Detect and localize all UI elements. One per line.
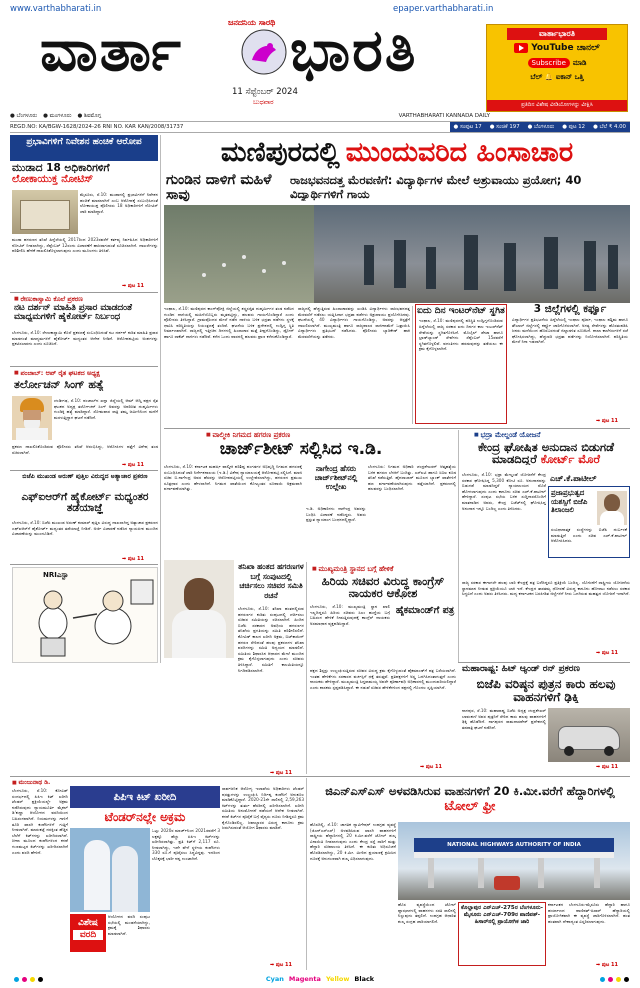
valmiki-kicker: ■ ವಾಲ್ಮೀಕಿ ನಿಗಮದ ಹಗರಣ ಪ್ರಕರಣ bbox=[206, 431, 290, 440]
hit-and-run-text: ನಾಗಪುರ, ಸೆ.10: ಮಹಾರಾಷ್ಟ್ರ ಬಿಜೆಪಿ ಅಧ್ಯಕ್ಷ ಚಂದ್ರಶೇಖರ್ ಬಾವಂಕುಳೆ ಅವರ ಪುತ್ರನಿಗೆ ಸೇರಿದ ಕಾರು ಹಲವು ವಾಹನಗಳಿಗೆ ಢಿಕ್ಕಿ ಹೊಡೆದಿದೆ. ನಾಗಪುರದ ರಾಮದಾಸಪೇಠ್ ಪ್ರದೇಶದಲ್ಲಿ ತಡರಾತ್ರಿ ಘಟನೆ ನಡೆದಿದೆ. bbox=[462, 708, 546, 730]
probe-committee-headline[interactable]: ತನಿಖಾ ಹಂತದ ಹಗರಣಗಳ ಬಗ್ಗೆ ಸಂಪುಟದಲ್ಲಿ ಚರ್ಚಿಸಲು ಸಚಿವರ ಸಮಿತಿ ರಚನೆ bbox=[238, 562, 304, 600]
puthila-more-link[interactable]: ➡ ಪುಟ 11 bbox=[122, 556, 144, 562]
toll-plaza-photo bbox=[398, 822, 630, 900]
toll-text-col3: ಕರ್ನಾಟಕದ ಬೆಂಗಳೂರು-ಮೈಸೂರು ಹೆದ್ದಾರಿ ಹಾಗೂ ಹರ್ಯಾಣದ ಪಾಣಿಪತ್-ಹಿಸಾರ್ ಹೆದ್ದಾರಿಯಲ್ಲಿ ಪ್ರಾಯೋಗಿಕವಾಗಿ ಈ ವ್ಯವಸ್ಥೆ ಜಾರಿಗೊಳಿಸಲಾಗಿದೆ. ಹಂತ ಹಂತವಾಗಿ ದೇಶಾದ್ಯಂತ ವಿಸ್ತರಿಸಲಾಗುವುದು. bbox=[548, 902, 630, 924]
toll-pilot-text: ಕೊಲ್ಲಾಪುರ ಎನ್‌ಎಚ್-275ರ ಬೆಂಗಳೂರು-ಮೈಸೂರು ಎನ್‌ಎಚ್-709ರ ಪಾಣಿಪತ್-ಹಿಸಾರ್‌ನಲ್ಲಿ ಪ್ರಾಯೋಗಿಕ ಜಾರಿ bbox=[461, 905, 543, 926]
lead-more-link[interactable]: ➡ ಪುಟ 11 bbox=[596, 418, 618, 424]
ppe-byline: ■ ಮಂಜುನಾಥ ಡಿ. bbox=[12, 779, 50, 787]
puthila-headline[interactable]: ಎಫ್‌ಐಆರ್‌ಗೆ ಹೈಕೋರ್ಟ್ ಮಧ್ಯಂತರ ತಡೆಯಾಜ್ಞೆ bbox=[21, 492, 149, 515]
bjp-democracy-box bbox=[548, 486, 630, 558]
cmyk-registration bbox=[200, 975, 440, 985]
left-kicker-box: ಪ್ರಭಾವಿಗಳಿಗೆ ನಿವೇಶನ ಹಂಚಿಕೆ ಆರೋಪ bbox=[10, 135, 158, 161]
cm-text-2: ಪಕ್ಷದ ಶಿಸ್ತನ್ನು ಉಲ್ಲಂಘಿಸುತ್ತಿರುವ ಸಚಿವರ ವಿರುದ್ಧ ಕ್ರಮ ಕೈಗೊಳ್ಳುವಂತೆ ಹೈಕಮಾಂಡ್‌ಗೆ ಪತ್ರ ಬರೆಯಲಾಗಿದೆ. ಇಂತಹ ಹೇಳಿಕೆಗಳು ಸರಕಾರದ ವರ್ಚಸ್ಸಿಗೆ ಧಕ್ಕೆ ತರುತ್ತವೆ. ಪ್ರತಿಪಕ್ಷಗಳಿಗೆ ಅಸ್ತ್ರ ಒದಗಿಸಿದಂತಾಗುತ್ತದೆ ಎಂದು ನಾಯಕರು ಹೇಳಿದ್ದಾರೆ. ಮುಖ್ಯಮಂತ್ರಿ ಸಿದ್ದರಾಮಯ್ಯ ಅವರೇ ಪೂರ್ಣಾವಧಿ ಅಧಿಕಾರದಲ್ಲಿ ಮುಂದುವರಿಯಲಿದ್ದಾರೆ ಎಂದು ಶಾಸಕರು ಸ್ಪಷ್ಟಪಡಿಸಿದ್ದಾರೆ. ಈ ನಡುವೆ ಸಚಿವರ ಹೇಳಿಕೆಗಳಿಂದ ಪಕ್ಷದಲ್ಲಿ ಗೊಂದಲ ಸೃಷ್ಟಿಯಾಗಿದೆ. bbox=[310, 668, 456, 690]
puthila-subhead: ಬಿಜೆಪಿ ಮುಖಂಡ ಅರುಣ್ ಪುತ್ತಿಲ ವಿರುದ್ಧದ ಅತ್ಯಾಚಾರ ಪ್ರಕರಣ bbox=[22, 473, 148, 480]
ppe-headline-2[interactable] bbox=[70, 808, 220, 826]
bhadra-headline-red: ಕೋರ್ಟ್ ಮೊರೆ bbox=[540, 452, 601, 466]
cartoon-label: NRIಎಸ್ಟಾ bbox=[43, 571, 69, 579]
price: ● ಬೆಲೆ ₹ 4.00 bbox=[593, 123, 626, 130]
nagendra-sidebox-text[interactable]: ನಾಗೇಂದ್ರ ಹೆಸರು ಚಾರ್ಜ್‌ಶೀಟ್‌ನಲ್ಲಿ ಉಲ್ಲೇಖ bbox=[314, 464, 358, 491]
valmiki-text-2: ಇ.ಡಿ. ಅಧಿಕಾರಿಗಳು ನಾಗೇಂದ್ರ ಅವರನ್ನು ಬಂಧಿಸಿ ವಿಚಾರಣೆ ನಡೆಸಿದ್ದರು. ಅವರು ಪ್ರಸ್ತುತ ನ್ಯಾಯಾಂಗ ಬಂಧನದಲ್ಲಿದ್ದಾರೆ. bbox=[306, 506, 366, 523]
website-url[interactable]: www.varthabharati.in bbox=[10, 4, 102, 14]
youtube-label: YouTube ಚಾನಲ್ bbox=[531, 43, 600, 53]
curfew-box bbox=[510, 304, 630, 424]
weekday: ಬುಧವಾರ bbox=[253, 98, 274, 106]
edition-2: ● ಮಂಗಳೂರು bbox=[43, 112, 72, 119]
punjab-text-2: ಪ್ರಕರಣ ದಾಖಲಿಸಿಕೊಂಡಿರುವ ಪೊಲೀಸರು ತನಿಖೆ ಆರಂಭಿಸಿದ್ದು, ಆರೋಪಿಗಳ ಪತ್ತೆಗೆ ವಿಶೇಷ ತಂಡ ರಚಿಸಲಾಗಿದೆ. bbox=[12, 444, 158, 455]
cmyk-dots-left bbox=[14, 977, 43, 982]
bhadra-headline-black: ಕೇಂದ್ರ ಘೋಷಿತ ಅನುದಾನ ಬಿಡುಗಡೆ ಮಾಡದಿದ್ದರೆ bbox=[478, 441, 614, 466]
toll-text-col2: ಹೊಸ ವ್ಯವಸ್ಥೆಯಿಂದ ಟೋಲ್ ಪ್ಲಾಝಾಗಳಲ್ಲಿ ವಾಹನಗಳು ಸರತಿ ಸಾಲಿನಲ್ಲಿ ನಿಲ್ಲುವುದು ತಪ್ಪಲಿದೆ. ಉಪಗ್ರಹ ಆಧಾರಿತ ಶುಲ್ಕ ಸಂಗ್ರಹ ಜಾರಿಯಾಗಲಿದೆ. bbox=[398, 902, 456, 924]
toll-headline-black: ಜಿಎನ್‌ಎಸ್‌ಎಸ್ ಅಳವಡಿಸಿರುವ ವಾಹನಗಳಿಗೆ 20 ಕಿ.ಮೀ.ವರೆಗೆ ಹೆದ್ದಾರಿಗಳಲ್ಲಿ bbox=[325, 784, 615, 798]
title-left: ವಾರ್ತಾ bbox=[40, 16, 183, 84]
youtube-promo[interactable] bbox=[486, 24, 628, 112]
bhadra-text-2: ರಾಜ್ಯ ಸರಕಾರ ಈಗಾಗಲೇ ಹಲವು ಬಾರಿ ಕೇಂದ್ರಕ್ಕೆ ಪತ್ರ ಬರೆದಿದ್ದರೂ ಪ್ರತಿಕ್ರಿಯೆ ಬಂದಿಲ್ಲ. ಯೋಜನೆಗೆ ರಾಷ್ಟ್ರೀಯ ಯೋಜನೆಯ ಸ್ಥಾನಮಾನ ನೀಡುವ ಪ್ರಕ್ರಿಯೆಯೂ ಬಾಕಿ ಇದೆ. ಕೇಂದ್ರದ ತಾರತಮ್ಯ ಧೋರಣೆ ವಿರುದ್ಧ ಕಾನೂನು ಹೋರಾಟ ನಡೆಸಲು ಸರಕಾರ ಸಿದ್ಧವಿದೆ ಎಂದು ಅವರು ತಿಳಿಸಿದರು. ಮಧ್ಯ ಕರ್ನಾಟಕದ ಬರಪೀಡಿತ ಜಿಲ್ಲೆಗಳಿಗೆ ನೀರು ಒದಗಿಸುವ ಮಹತ್ವದ ಯೋಜನೆ ಇದಾಗಿದೆ. bbox=[462, 580, 630, 597]
toll-headline[interactable] bbox=[310, 779, 630, 819]
bjp-democracy-text: ಸಂವಿಧಾನಾತ್ಮಕ ಸಂಸ್ಥೆಗಳನ್ನು ಬಿಜೆಪಿ ದುರ್ಬಳಕೆ ಮಾಡುತ್ತಿದೆ ಎಂದು ಸಚಿವ ಎಚ್.ಕೆ.ಪಾಟೀಲ್ ಆರೋಪಿಸಿದರು. bbox=[551, 527, 627, 544]
registration-number: REGD.NO: KA/BGW-1628/2024-26 RNI NO. KAR KAN/2008/31737 bbox=[10, 124, 184, 130]
cmyk-yellow: Yellow bbox=[325, 975, 350, 983]
mudaa-text: ಮೈಸೂರು, ಸೆ.10: ಮುಡಾದಲ್ಲಿ ಪ್ರಭಾವಿಗಳಿಗೆ ನಿವೇಶನ ಹಂಚಿಕೆ ಮಾಡಲಾಗಿದೆ ಎಂಬ ಆರೋಪಕ್ಕೆ ಸಂಬಂಧಿಸಿದಂತೆ ಲೋಕಾಯುಕ್ತ ಪೊಲೀಸರು 18 ಅಧಿಕಾರಿಗಳಿಗೆ ನೋಟಿಸ್ ಜಾರಿ ಮಾಡಿದ್ದಾರೆ. bbox=[80, 192, 158, 214]
curfew-headline[interactable]: 3 ಜಿಲ್ಲೆಗಳಲ್ಲಿ ಕರ್ಫ್ಯೂ bbox=[533, 304, 607, 315]
mudaa-headline[interactable] bbox=[12, 163, 158, 185]
internet-shutdown-box bbox=[415, 304, 507, 424]
cmyk-dots-right bbox=[600, 977, 629, 982]
newspaper-title bbox=[40, 16, 478, 88]
tarlochan-singh-photo bbox=[12, 396, 52, 440]
ppe-text-col3: ಆಯೋಗದ ವರದಿ ಸಂಪುಟ ಸಭೆಯಲ್ಲಿ ಮಂಡನೆಯಾಗಿದ್ದು, ಕ್ರಮಕ್ಕೆ ಶಿಫಾರಸು ಮಾಡಲಾಗಿದೆ. bbox=[108, 914, 150, 936]
mudaa-building-photo bbox=[12, 190, 78, 234]
bell-instruction: ಬೆಲ್ 🔔 ಐಕಾನ್ ಒತ್ತಿ bbox=[530, 73, 584, 81]
lead-headline-black: ಮಣಿಪುರದಲ್ಲಿ bbox=[220, 137, 340, 168]
cm-more-link[interactable]: ➡ ಪುಟ 11 bbox=[420, 764, 442, 770]
punjab-text: ಚಂಡೀಗಢ, ಸೆ.10: ಪಂಜಾಬ್‌ನ ಖನ್ನಾ ಜಿಲ್ಲೆಯಲ್ಲಿ ಆಮ್ ಆದ್ಮಿ ಪಕ್ಷದ ರೈತ ಘಟಕದ ಅಧ್ಯಕ್ಷ ತರ್ಲೋಚನ್ ಸಿಂಗ್ ಅವರನ್ನು ಅಪರಿಚಿತ ದುಷ್ಕರ್ಮಿಗಳು ಗುಂಡಿಕ್ಕಿ ಹತ್ಯೆ ಮಾಡಿದ್ದಾರೆ. ಸೋಮವಾರ ರಾತ್ರಿ ತಮ್ಮ ಜಮೀನಿನಿಂದ ಮನೆಗೆ ಮರಳುತ್ತಿದ್ದಾಗ ಘಟನೆ ನಡೆದಿದೆ. bbox=[54, 398, 158, 420]
darshan-headline[interactable]: ನಟ ದರ್ಶನ್ ಮಾಹಿತಿ ಪ್ರಸಾರ ಮಾಡದಂತೆ ಮಾಧ್ಯಮಗಳಿಗೆ ಹೈಕೋರ್ಟ್ ನಿರ್ಬಂಧ bbox=[14, 304, 132, 323]
subscribe-suffix: ಮಾಡಿ bbox=[572, 58, 587, 67]
epaper-url[interactable]: epaper.varthabharati.in bbox=[393, 4, 494, 14]
edition-1: ● ಬೆಂಗಳೂರು bbox=[10, 112, 38, 119]
emblem-icon bbox=[240, 28, 288, 76]
toll-headline-red: ಟೋಲ್ ಫ್ರೀ bbox=[444, 799, 496, 814]
special-report-label: ವಿಶೇಷ bbox=[78, 918, 98, 928]
ppe-kit-photo bbox=[70, 828, 150, 912]
ppe-text-col4: ಸಾರ್ವಜನಿಕ ಆರೋಗ್ಯ ಇಲಾಖೆಯ ಅಧಿಕಾರಿಗಳು ಟೆಂಡರ್ ಷರತ್ತುಗಳನ್ನು ಉಲ್ಲಂಘಿಸಿ ನಿರ್ದಿಷ್ಟ ಕಂಪೆನಿಗೆ ಅನುಕೂಲ ಮಾಡಿಕೊಟ್ಟಿದ್ದಾರೆ. 2020-21ನೇ ಸಾಲಿನಲ್ಲಿ 2,59,263 ಕಿಟ್‌ಗಳನ್ನು ತುರ್ತು ಹೆಸರಿನಲ್ಲಿ ಖರೀದಿಸಲಾಗಿದೆ. ಖರೀದಿ ಸಮಿತಿಯ ಅನುಮೋದನೆ ಪಡೆಯದೆ ಆದೇಶ ನೀಡಲಾಗಿದೆ. ಕಳಪೆ ಕಿಟ್‌ಗಳ ಪೂರೈಕೆ ಬಗ್ಗೆ ವೈದ್ಯರು ದೂರು ನೀಡಿದ್ದರೂ ಕ್ರಮ ಕೈಗೊಂಡಿರಲಿಲ್ಲ. ಜವಾಬ್ದಾರರ ವಿರುದ್ಧ ಕಾನೂನು ಕ್ರಮ ಜರುಗಿಸುವಂತೆ ಆಯೋಗ ಶಿಫಾರಸು ಮಾಡಿದೆ. bbox=[222, 786, 304, 831]
youtube-icon bbox=[514, 43, 528, 53]
editorial-cartoon bbox=[12, 567, 158, 663]
manipur-protest-photo bbox=[164, 205, 630, 303]
issue-details bbox=[450, 122, 630, 132]
special-report-label-2: ವರದಿ bbox=[73, 930, 103, 940]
mudaa-text-2: ಮುಡಾ ಹಗರಣದ ತನಿಖೆ ಹಿನ್ನೆಲೆಯಲ್ಲಿ 2017ರಿಂದ 2023ರವರೆಗೆ ಕರ್ತವ್ಯ ನಿರ್ವಹಿಸಿದ ಅಧಿಕಾರಿಗಳಿಗೆ ನೋಟಿಸ್ ನೀಡಲಾಗಿದ್ದು, ಸೆಪ್ಟೆಂಬರ್ 12ರಂದು ವಿಚಾರಣೆಗೆ ಹಾಜರಾಗುವಂತೆ ಸೂಚಿಸಲಾಗಿದೆ. ದಾಖಲೆಗಳನ್ನು ಪರಿಶೀಲಿಸಿ ಹೇಳಿಕೆ ದಾಖಲಿಸಿಕೊಳ್ಳಲಾಗುವುದು ಎಂದು ಮೂಲಗಳು ತಿಳಿಸಿವೆ. bbox=[12, 237, 158, 254]
internet-shutdown-text: ಇಂಫಾಲ, ಸೆ.10: ಮಣಿಪುರದಲ್ಲಿ ಪರಿಸ್ಥಿತಿ ಉದ್ವಿಗ್ನಗೊಂಡಿರುವ ಹಿನ್ನೆಲೆಯಲ್ಲಿ ರಾಜ್ಯ ಸರಕಾರ ಐದು ದಿನಗಳ ಕಾಲ ಇಂಟರ್‌ನೆಟ್ ಸೇವೆಯನ್ನು ಸ್ಥಗಿತಗೊಳಿಸಿದೆ. ಮೊಬೈಲ್ ಡೇಟಾ ಹಾಗೂ ಬ್ರಾಡ್‌ಬ್ಯಾಂಡ್ ಸೇವೆಗಳು ಸೆಪ್ಟೆಂಬರ್ 15ರವರೆಗೆ ಸ್ಥಗಿತಗೊಳ್ಳಲಿವೆ. ವದಂತಿಗಳು ಹರಡುವುದನ್ನು ತಡೆಯಲು ಈ ಕ್ರಮ ಕೈಗೊಳ್ಳಲಾಗಿದೆ. bbox=[419, 318, 503, 352]
bjp-democracy-headline[interactable]: ಪ್ರಜಾಪ್ರಭುತ್ವದ ಯಶಸ್ಸಿಗೆ ಬಿಜೆಪಿ ತಿಲಾಂಜಲಿ bbox=[551, 489, 588, 514]
bhadra-more-link[interactable]: ➡ ಪುಟ 11 bbox=[596, 650, 618, 656]
lead-text-col1: ಇಂಫಾಲ, ಸೆ.10: ಮಣಿಪುರದ ಕಾಂಗ್‌ಪೋಕ್ಪಿ ಜಿಲ್ಲೆಯಲ್ಲಿ ಶಸ್ತ್ರಸಜ್ಜಿತ ದುಷ್ಕರ್ಮಿಗಳ ತಂಡ ನಡೆಸಿದ ಗುಂಡಿನ ದಾಳಿಯಲ್ಲಿ ಮಹಿಳೆಯೊಬ್ಬರು ಮೃತಪಟ್ಟಿದ್ದು, ಹಲವರು ಗಾಯಗೊಂಡಿದ್ದಾರೆ ಎಂದು ಪೊಲೀಸರು ತಿಳಿಸಿದ್ದಾರೆ. ಗ್ರಾಮವೊಂದರ ಮೇಲೆ ನಡೆದ ದಾಳಿಯ ಬಳಿಕ ಭದ್ರತಾ ಪಡೆಗಳು ಸ್ಥಳಕ್ಕೆ ಧಾವಿಸಿ ಪರಿಸ್ಥಿತಿಯನ್ನು ನಿಯಂತ್ರಣಕ್ಕೆ ತಂದಿವೆ. ಘಟನೆಯ ಬಳಿಕ ಪ್ರದೇಶದಲ್ಲಿ ಉದ್ವಿಗ್ನ ಸ್ಥಿತಿ ನಿರ್ಮಾಣವಾಗಿದೆ. ರಾಜ್ಯದಲ್ಲಿ ಇತ್ತೀಚಿನ ದಿನಗಳಲ್ಲಿ ಹಿಂಸಾಚಾರ ಮತ್ತೆ ತೀವ್ರಗೊಂಡಿದ್ದು, ಡ್ರೋನ್ ಹಾಗೂ ರಾಕೆಟ್ ದಾಳಿಗಳು ನಡೆದಿವೆ. ಕಳೆದ ಒಂದು ವಾರದಲ್ಲಿ ಹಲವರು ಪ್ರಾಣ ಕಳೆದುಕೊಂಡಿದ್ದಾರೆ. bbox=[164, 306, 294, 339]
mudaa-headline-red: ಲೋಕಾಯುಕ್ತ ನೋಟಿಸ್ bbox=[12, 173, 94, 186]
toll-text-col1: ಹೊಸದಿಲ್ಲಿ, ಸೆ.10: ಜಾಗತಿಕ ನ್ಯಾವಿಗೇಷನ್ ಉಪಗ್ರಹ ವ್ಯವಸ್ಥೆ (ಜಿಎನ್‌ಎಸ್‌ಎಸ್) ಅಳವಡಿಸಿರುವ ಖಾಸಗಿ ವಾಹನಗಳಿಗೆ ರಾಷ್ಟ್ರೀಯ ಹೆದ್ದಾರಿಗಳಲ್ಲಿ 20 ಕಿ.ಮೀ.ವರೆಗೆ ಟೋಲ್ ಶುಲ್ಕ ವಿನಾಯಿತಿ ನೀಡಲಾಗುವುದು ಎಂದು ಕೇಂದ್ರ ರಸ್ತೆ ಸಾರಿಗೆ ಮತ್ತು ಹೆದ್ದಾರಿ ಸಚಿವಾಲಯ ತಿಳಿಸಿದೆ. ಈ ಕುರಿತು ಅಧಿಸೂಚನೆ ಹೊರಡಿಸಲಾಗಿದ್ದು, 20 ಕಿ.ಮೀ. ಮೀರಿದ ಪ್ರಯಾಣಕ್ಕೆ ಕ್ರಮಿಸಿದ ದೂರಕ್ಕೆ ಅನುಗುಣವಾಗಿ ಶುಲ್ಕ ವಿಧಿಸಲಾಗುವುದು. bbox=[310, 822, 396, 861]
toll-plaza-sign: NATIONAL HIGHWAYS AUTHORITY OF INDIA bbox=[414, 838, 614, 852]
hit-and-run-headline[interactable]: ಬಿಜೆಪಿ ವರಿಷ್ಠನ ಪುತ್ರನ ಕಾರು ಹಲವು ವಾಹನಗಳಿಗೆ ಢಿಕ್ಕಿ bbox=[476, 678, 616, 704]
hit-and-run-more-link[interactable]: ➡ ಪುಟ 11 bbox=[596, 764, 618, 770]
damaged-car-photo bbox=[548, 708, 630, 762]
registration-bar bbox=[10, 122, 630, 133]
city: ● ಬೆಂಗಳೂರು bbox=[527, 123, 555, 130]
special-report-badge bbox=[70, 914, 106, 952]
ppe-text-col1: ಬೆಂಗಳೂರು, ಸೆ.10: ಕೋವಿಡ್ ಸಂದರ್ಭದಲ್ಲಿ ಪಿಪಿಇ ಕಿಟ್ ಖರೀದಿ ಟೆಂಡರ್ ಪ್ರಕ್ರಿಯೆಯಲ್ಲೇ ಅಕ್ರಮ ನಡೆದಿರುವುದು ನ್ಯಾಯಮೂರ್ತಿ ಮೈಕಲ್ ಡಿ'ಕುನ್ಹಾ ಆಯೋಗದ ವರದಿಯಿಂದ ಬಹಿರಂಗವಾಗಿದೆ. ನಿಯಮಗಳನ್ನು ಗಾಳಿಗೆ ತೂರಿ ಖಾಸಗಿ ಕಂಪೆನಿಗಳಿಗೆ ಗುತ್ತಿಗೆ ನೀಡಲಾಗಿದೆ. ಮಾರುಕಟ್ಟೆ ದರಕ್ಕಿಂತ ಹೆಚ್ಚಿನ ಬೆಲೆಗೆ ಕಿಟ್‌ಗಳನ್ನು ಖರೀದಿಸಲಾಗಿದೆ. ಚೀನಾ ಮೂಲದ ಕಂಪೆನಿಗಳಿಂದ ಕಳಪೆ ಗುಣಮಟ್ಟದ ಕಿಟ್‌ಗಳನ್ನು ಖರೀದಿಸಲಾಗಿದೆ ಎಂದು ವರದಿ ಹೇಳಿದೆ. bbox=[12, 788, 68, 855]
volume: ● ಸಂಪುಟ 17 bbox=[453, 123, 482, 130]
ppe-headline-red: ಟೆಂಡರ್‌ನಲ್ಲೇ ಅಕ್ರಮ bbox=[104, 809, 186, 824]
cm-text: ಬೆಂಗಳೂರು, ಸೆ.10: ಮುಖ್ಯಮಂತ್ರಿ ಸ್ಥಾನ ಖಾಲಿ ಇಲ್ಲದಿದ್ದರೂ ಹಿರಿಯ ಸಚಿವರು ಸಿಎಂ ಹುದ್ದೆಯ ಬಗ್ಗೆ ಬಹಿರಂಗ ಹೇಳಿಕೆ ನೀಡುತ್ತಿರುವುದಕ್ಕೆ ಕಾಂಗ್ರೆಸ್ ನಾಯಕರು ಅಸಮಾಧಾನ ವ್ಯಕ್ತಪಡಿಸಿದ್ದಾರೆ. bbox=[310, 604, 390, 626]
ppe-headline-white: ಪಿಪಿಇ ಕಿಟ್ ಖರೀದಿ bbox=[113, 791, 177, 803]
lead-text-col2: ರಾಜ್ಯದಲ್ಲಿ ಹೆಚ್ಚುತ್ತಿರುವ ಹಿಂಸಾಚಾರವನ್ನು ಖಂಡಿಸಿ ವಿದ್ಯಾರ್ಥಿಗಳು ರಾಜಭವನದತ್ತ ಮೆರವಣಿಗೆ ನಡೆಸಲು ಯತ್ನಿಸಿದಾಗ ಭದ್ರತಾ ಪಡೆಗಳು ಅಶ್ರುವಾಯು ಪ್ರಯೋಗಿಸಿದವು. ಘಟನೆಯಲ್ಲಿ 40 ವಿದ್ಯಾರ್ಥಿಗಳು ಗಾಯಗೊಂಡಿದ್ದು, ಅವರನ್ನು ಆಸ್ಪತ್ರೆಗೆ ದಾಖಲಿಸಲಾಗಿದೆ. ಮುಖ್ಯಮಂತ್ರಿ ಹಾಗೂ ರಾಜ್ಯಪಾಲರ ರಾಜೀನಾಮೆಗೆ ಒತ್ತಾಯಿಸಿ ವಿದ್ಯಾರ್ಥಿಗಳು ಪ್ರತಿಭಟನೆ ನಡೆಸಿದರು. ಪೊಲೀಸರು ಬ್ಯಾರಿಕೇಡ್ ಹಾಕಿ ಮೆರವಣಿಗೆಯನ್ನು ತಡೆದರು. bbox=[298, 306, 410, 339]
cmyk-cyan: Cyan bbox=[265, 975, 284, 983]
pages: ● ಪುಟ 12 bbox=[562, 123, 586, 130]
mudaa-headline-black: ಮುಡಾದ 18 ಅಧಿಕಾರಿಗಳಿಗೆ bbox=[12, 163, 110, 174]
title-right: ಭಾರತಿ bbox=[290, 16, 418, 84]
english-name: VARTHABHARATI KANNADA DAILY bbox=[398, 113, 490, 119]
promo-footer: ಪ್ರತಿದಿನ ವಿಶೇಷ ವೀಡಿಯೋಗಳನ್ನು ವೀಕ್ಷಿಸಿ bbox=[487, 100, 627, 111]
ppe-headline[interactable] bbox=[70, 786, 220, 808]
ppe-more-link[interactable]: ➡ ಪುಟ 11 bbox=[270, 962, 292, 968]
issue-date: 11 ಸೆಪ್ಟೆಂಬರ್ 2024 bbox=[232, 87, 298, 97]
tagline: ಜನದನಿಯ ಸಾರಥಿ bbox=[228, 18, 276, 27]
valmiki-text: ಬೆಂಗಳೂರು, ಸೆ.10: ಕರ್ನಾಟಕ ಮಹರ್ಷಿ ವಾಲ್ಮೀಕಿ ಪರಿಶಿಷ್ಟ ಪಂಗಡಗಳ ಅಭಿವೃದ್ಧಿ ನಿಗಮದ ಹಗರಣಕ್ಕೆ ಸಂಬಂಧಿಸಿದಂತೆ ಜಾರಿ ನಿರ್ದೇಶನಾಲಯ (ಇ.ಡಿ.) ವಿಶೇಷ ನ್ಯಾಯಾಲಯಕ್ಕೆ ಆರೋಪಪಟ್ಟಿ ಸಲ್ಲಿಸಿದೆ. ಮಾಜಿ ಸಚಿವ ಬಿ.ನಾಗೇಂದ್ರ ಅವರ ಹೆಸರನ್ನು ಆರೋಪಪಟ್ಟಿಯಲ್ಲಿ ಉಲ್ಲೇಖಿಸಲಾಗಿದ್ದು, ಹಗರಣದ ಪ್ರಮುಖ ಸೂತ್ರಧಾರ ಎಂದು ಹೇಳಲಾಗಿದೆ. ನಿಗಮದ ಖಾತೆಯಿಂದ ಕೋಟ್ಯಂತರ ರೂಪಾಯಿ ಅಕ್ರಮವಾಗಿ ವರ್ಗಾವಣೆಯಾಗಿತ್ತು. bbox=[164, 464, 302, 492]
valmiki-text-3: ಬೆಂಗಳೂರು: ನಿಗಮದ ಅಧಿಕಾರಿ ಚಂದ್ರಶೇಖರನ್ ಆತ್ಮಹತ್ಯೆಯ ಬಳಿಕ ಹಗರಣ ಬೆಳಕಿಗೆ ಬಂದಿತ್ತು. ಎಸ್‌ಐಟಿ ಹಾಗೂ ಸಿಬಿಐ ಕೂಡ ತನಿಖೆ ನಡೆಸುತ್ತಿವೆ. ಹೈದರಾಬಾದ್ ಮೂಲದ ಬ್ಯಾಂಕ್ ಖಾತೆಗಳಿಗೆ ಹಣ ವರ್ಗಾವಣೆಯಾಗಿರುವುದು ಪತ್ತೆಯಾಗಿದೆ. ಪ್ರಕರಣದಲ್ಲಿ ಹಲವರನ್ನು ಬಂಧಿಸಲಾಗಿದೆ. bbox=[368, 464, 456, 492]
edition-3: ● ಶಿವಮೊಗ್ಗ bbox=[77, 112, 102, 119]
lead-headline[interactable] bbox=[164, 135, 630, 171]
bhadra-text: ಬೆಂಗಳೂರು, ಸೆ.10: ಭದ್ರಾ ಮೇಲ್ದಂಡೆ ಯೋಜನೆಗೆ ಕೇಂದ್ರ ಸರಕಾರ ಘೋಷಿಸಿದ್ದ 5,300 ಕೋಟಿ ರೂ. ಅನುದಾನವನ್ನು ಬಿಡುಗಡೆ ಮಾಡದಿದ್ದರೆ ನ್ಯಾಯಾಲಯದ ಮೊರೆ ಹೋಗಲಾಗುವುದು ಎಂದು ಕಾನೂನು ಸಚಿವ ಎಚ್.ಕೆ.ಪಾಟೀಲ್ ಹೇಳಿದ್ದಾರೆ. ಸಂಪುಟ ಸಭೆಯ ಬಳಿಕ ಸುದ್ದಿಗಾರರೊಂದಿಗೆ ಮಾತನಾಡಿದ ಅವರು, ಕೇಂದ್ರ ಬಜೆಟ್‌ನಲ್ಲಿ ಘೋಷಿಸಿದ್ದ ಅನುದಾನ ಇನ್ನೂ ಬಂದಿಲ್ಲ ಎಂದು ತಿಳಿಸಿದರು. bbox=[462, 472, 546, 511]
subscribe-button[interactable]: Subscribe bbox=[528, 58, 570, 68]
punjab-kicker: ■ ಪಂಜಾಬ್: ಆಪ್ ರೈತ ಘಟಕದ ಅಧ್ಯಕ್ಷ bbox=[14, 369, 100, 378]
lead-sub-headline-1[interactable]: ಗುಂಡಿನ ದಾಳಿಗೆ ಮಹಿಳೆ ಸಾವು bbox=[166, 173, 272, 203]
curfew-text: ವಿದ್ಯಾರ್ಥಿಗಳ ಪ್ರತಿಭಟನೆಯ ಹಿನ್ನೆಲೆಯಲ್ಲಿ ಇಂಫಾಲ ಪೂರ್ವ, ಇಂಫಾಲ ಪಶ್ಚಿಮ ಹಾಗೂ ತೌಬಾಲ್ ಜಿಲ್ಲೆಗಳಲ್ಲಿ ಕರ್ಫ್ಯೂ ಜಾರಿಗೊಳಿಸಲಾಗಿದೆ. ಅಗತ್ಯ ಸೇವೆಗಳನ್ನು ಹೊರತುಪಡಿಸಿ ಜನರು ಮನೆಯಿಂದ ಹೊರಬರದಂತೆ ಜಿಲ್ಲಾಡಳಿತ ಸೂಚಿಸಿದೆ. ಶಾಲಾ ಕಾಲೇಜುಗಳಿಗೆ ರಜೆ ಘೋಷಿಸಲಾಗಿದ್ದು, ಹೆಚ್ಚುವರಿ ಭದ್ರತಾ ಪಡೆಗಳನ್ನು ನಿಯೋಜಿಸಲಾಗಿದೆ. ಪರಿಸ್ಥಿತಿಯ ಮೇಲೆ ನಿಗಾ ಇಡಲಾಗಿದೆ. bbox=[512, 317, 628, 345]
hit-and-run-kicker: ಮಹಾರಾಷ್ಟ್ರ: ಹಿಟ್ ಆ್ಯಂಡ್ ರನ್ ಪ್ರಕರಣ bbox=[462, 665, 580, 674]
ppe-text-col2: ಒಟ್ಟು 2020ರ ಮಾರ್ಚ್‌ನಿಂದ 2021ರವರೆಗೆ 3 ಲಕ್ಷಕ್ಕೂ ಹೆಚ್ಚು ಪಿಪಿಇ ಕಿಟ್‌ಗಳನ್ನು ಖರೀದಿಸಲಾಗಿತ್ತು. ಪ್ರತಿ ಕಿಟ್‌ಗೆ 2,117 ರೂ. ನೀಡಲಾಗಿದ್ದು, ಇದೇ ವೇಳೆ ಸ್ಥಳೀಯ ಕಂಪೆನಿಗಳು 330 ರೂ.ಗೆ ಪೂರೈಸಲು ಸಿದ್ಧವಿದ್ದವು. ಇದರಿಂದ ಬೊಕ್ಕಸಕ್ಕೆ ಭಾರೀ ನಷ್ಟ ಉಂಟಾಗಿದೆ. bbox=[152, 828, 220, 861]
probe-more-link[interactable]: ➡ ಪುಟ 11 bbox=[270, 770, 292, 776]
edition-strip bbox=[10, 111, 630, 122]
nagendra-photo bbox=[164, 560, 234, 658]
internet-shutdown-headline[interactable]: ಐದು ದಿನ ಇಂಟರ್‌ನೆಟ್ ಸ್ಥಗಿತ bbox=[417, 307, 505, 316]
toll-more-link[interactable]: ➡ ಪುಟ 11 bbox=[596, 962, 618, 968]
nagendra-sidebox bbox=[306, 464, 366, 504]
cmyk-black: Black bbox=[354, 975, 375, 983]
punjab-more-link[interactable]: ➡ ಪುಟ 11 bbox=[122, 462, 144, 468]
mudaa-more-link[interactable]: ➡ ಪುಟ 11 bbox=[122, 283, 144, 289]
cm-kicker: ■ ಮುಖ್ಯಮಂತ್ರಿ ಸ್ಥಾನದ ಬಗ್ಗೆ ಹೇಳಿಕೆ bbox=[312, 565, 393, 574]
darshan-kicker: ■ ರೇಣುಕಾಸ್ವಾಮಿ ಕೊಲೆ ಪ್ರಕರಣ bbox=[14, 295, 83, 304]
highcommand-letter[interactable]: ಹೈಕಮಾಂಡ್‌ಗೆ ಪತ್ರ bbox=[395, 606, 455, 616]
cartoon-drawing-icon bbox=[13, 568, 158, 663]
probe-committee-text: ಬೆಂಗಳೂರು, ಸೆ.10: ತನಿಖಾ ಹಂತದಲ್ಲಿರುವ ಹಗರಣಗಳ ಕುರಿತು ಸಂಪುಟದಲ್ಲಿ ಚರ್ಚಿಸಲು ಸಚಿವರ ಸಮಿತಿಯನ್ನು ರಚಿಸಲಾಗಿದೆ. ಹಿಂದಿನ ಬಿಜೆಪಿ ಸರಕಾರದ ಅವಧಿಯ ಹಗರಣಗಳ ತನಿಖೆಯ ಪ್ರಗತಿಯನ್ನು ಸಮಿತಿ ಪರಿಶೀಲಿಸಲಿದೆ. ಕೋವಿಡ್ ಕಾಲದ ಖರೀದಿ ಅಕ್ರಮ, ಬಿಟ್‌ಕಾಯಿನ್ ಹಗರಣ ಸೇರಿದಂತೆ ಹಲವು ಪ್ರಕರಣಗಳ ತನಿಖಾ ವರದಿಗಳನ್ನು ಸಮಿತಿ ಅಧ್ಯಯನ ಮಾಡಲಿದೆ. ಸಮಿತಿಯ ಶಿಫಾರಸಿನ ಆಧಾರದ ಮೇಲೆ ಮುಂದಿನ ಕ್ರಮ ಕೈಗೊಳ್ಳಲಾಗುವುದು ಎಂದು ಸಚಿವರು ತಿಳಿಸಿದ್ದಾರೆ. ಸಮಿತಿಗೆ ಕಾಲಮಿತಿಯನ್ನೂ ನಿಗದಿಪಡಿಸಲಾಗಿದೆ. bbox=[238, 606, 304, 673]
promo-title: ವಾರ್ತಾಭಾರತಿ bbox=[507, 28, 607, 40]
lead-sub-headline-2[interactable]: ರಾಜಭವನದತ್ತ ಮೆರವಣಿಗೆ: ವಿದ್ಯಾರ್ಥಿಗಳ ಮೇಲೆ ಅಶ್ರುವಾಯು ಪ್ರಯೋಗ; 40 ವಿದ್ಯಾರ್ಥಿಗಳಿಗೆ ಗಾಯ bbox=[290, 173, 582, 201]
crowd-silhouette-icon bbox=[164, 205, 630, 303]
hk-patil-name: ಎಚ್.ಕೆ.ಪಾಟೀಲ್ bbox=[550, 474, 597, 483]
darshan-text: ಬೆಂಗಳೂರು, ಸೆ.10: ರೇಣುಕಾಸ್ವಾಮಿ ಕೊಲೆ ಪ್ರಕರಣಕ್ಕೆ ಸಂಬಂಧಿಸಿದಂತೆ ನಟ ದರ್ಶನ್ ಕುರಿತ ಮಾಹಿತಿ ಪ್ರಸಾರ ಮಾಡದಂತೆ ಮಾಧ್ಯಮಗಳಿಗೆ ಹೈಕೋರ್ಟ್ ಮಧ್ಯಂತರ ಆದೇಶ ನೀಡಿದೆ. ಆರೋಪಪಟ್ಟಿಯ ಅಂಶಗಳನ್ನು ಪ್ರಕಟಿಸಬಾರದು ಎಂದು ಸೂಚಿಸಿದೆ. bbox=[12, 330, 158, 347]
punjab-headline[interactable]: ತರ್ಲೋಚನ್ ಸಿಂಗ್ ಹತ್ಯೆ bbox=[14, 379, 104, 391]
issue-number: ● ಸಂಚಿಕೆ 197 bbox=[489, 123, 520, 130]
cmyk-magenta: Magenta bbox=[288, 975, 321, 983]
lead-headline-red: ಮುಂದುವರಿದ ಹಿಂಸಾಚಾರ bbox=[345, 137, 574, 168]
puthila-text: ಬೆಂಗಳೂರು, ಸೆ.10: ಬಿಜೆಪಿ ಮುಖಂಡ ಅರುಣ್ ಕುಮಾರ್ ಪುತ್ತಿಲ ವಿರುದ್ಧ ದಾಖಲಾಗಿದ್ದ ಅತ್ಯಾಚಾರ ಪ್ರಕರಣದ ಎಫ್‌ಐಆರ್‌ಗೆ ಹೈಕೋರ್ಟ್ ಮಧ್ಯಂತರ ತಡೆಯಾಜ್ಞೆ ನೀಡಿದೆ. ಅರ್ಜಿ ವಿಚಾರಣೆ ನಡೆಸಿದ ನ್ಯಾಯಪೀಠ ಮುಂದಿನ ವಿಚಾರಣೆಯನ್ನು ಮುಂದೂಡಿದೆ. bbox=[12, 520, 158, 537]
hk-patil-photo bbox=[597, 491, 627, 525]
bhadra-headline[interactable] bbox=[462, 441, 630, 465]
cm-headline[interactable]: ಹಿರಿಯ ಸಚಿವರ ವಿರುದ್ಧ ಕಾಂಗ್ರೆಸ್ ನಾಯಕರ ಆಕ್ರೋಶ bbox=[321, 575, 445, 600]
toll-pilot-box bbox=[458, 902, 546, 966]
valmiki-headline[interactable]: ಚಾರ್ಜ್‌ಶೀಟ್ ಸಲ್ಲಿಸಿದ ಇ.ಡಿ. bbox=[219, 441, 383, 459]
bhadra-kicker: ■ ಭದ್ರಾ ಮೇಲ್ದಂಡೆ ಯೋಜನೆ bbox=[474, 431, 540, 440]
